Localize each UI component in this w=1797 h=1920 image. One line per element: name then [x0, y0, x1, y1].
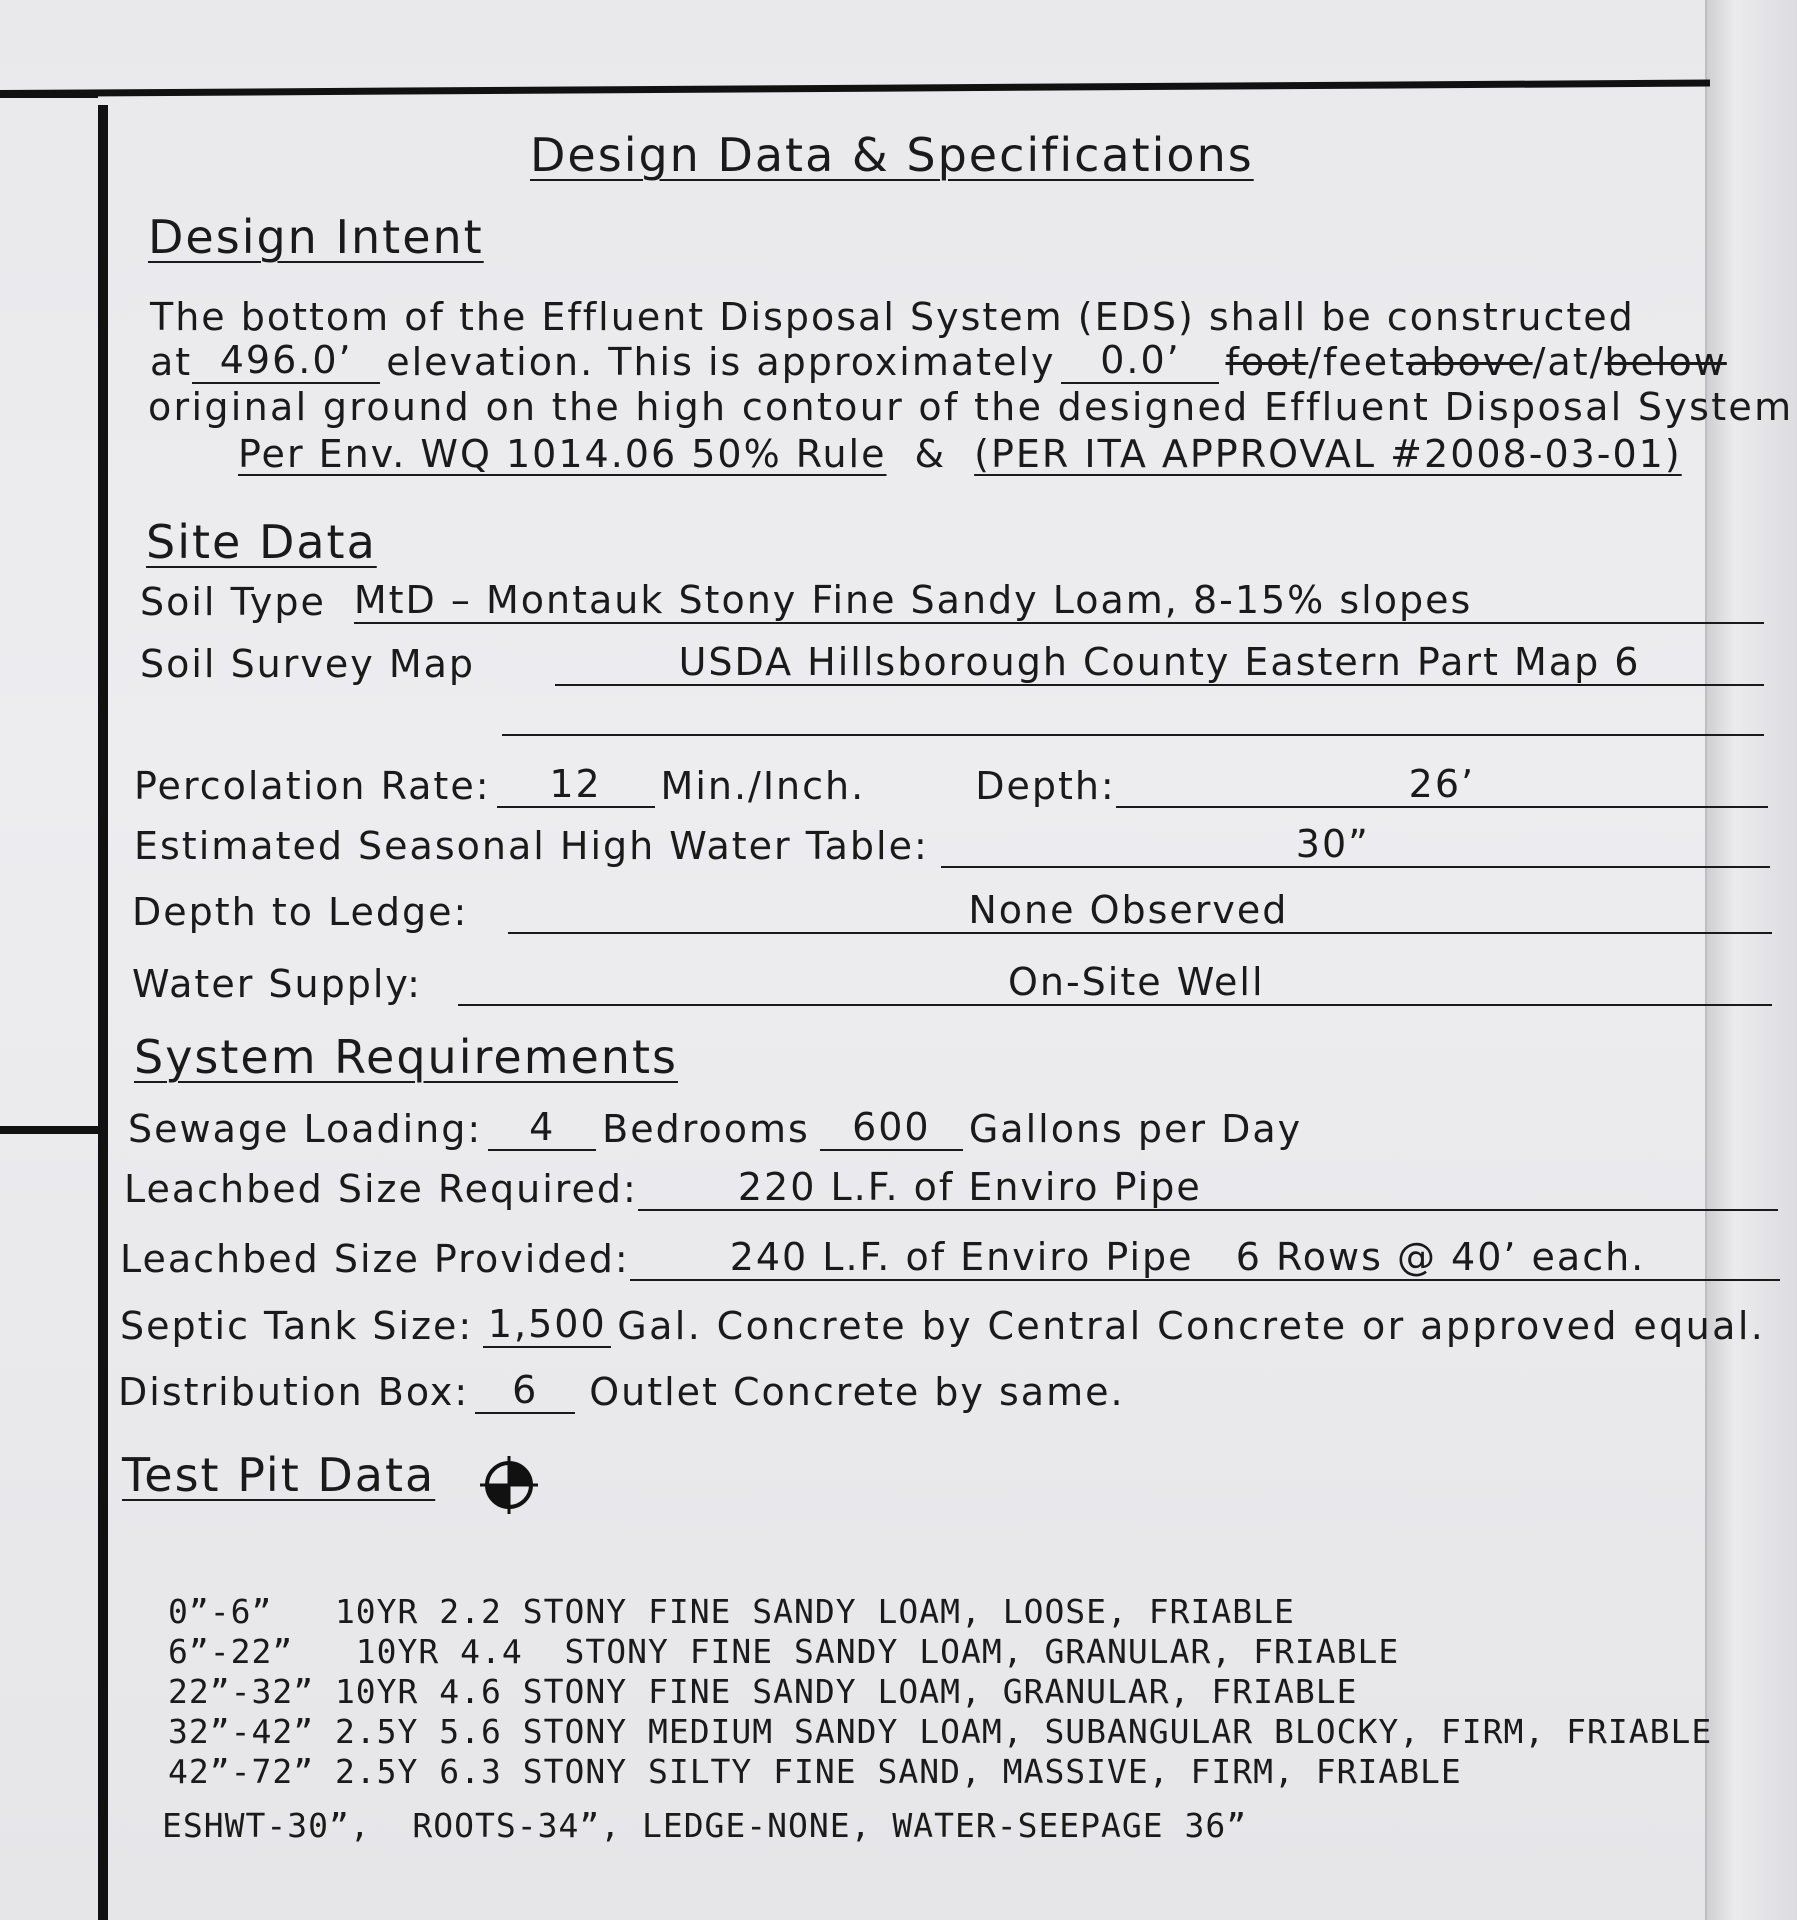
test-pit-summary: ESHWT-30”, ROOTS-34”, LEDGE-NONE, WATER-SEEPAGE 36” [162, 1806, 1248, 1845]
at-prefix: at [150, 340, 193, 384]
system-requirements-heading: System Requirements [134, 1030, 678, 1084]
soil-survey-value: USDA Hillsborough County Eastern Part Map 6 [555, 640, 1764, 686]
eshwt-row [134, 822, 1770, 868]
ledge-value: None Observed [508, 888, 1772, 934]
eshwt-value: 30” [941, 822, 1770, 868]
site-data-heading: Site Data [146, 515, 377, 569]
bedrooms-value: 4 [488, 1105, 596, 1151]
sewage-loading-row [128, 1105, 1302, 1151]
prov-label: Leachbed Size Provided: [120, 1237, 630, 1281]
test-pit-row: 32”-42” 2.5Y 5.6 STONY MEDIUM SANDY LOAM, SUBANGULAR BLOCKY, FIRM, FRIABLE [168, 1712, 1713, 1751]
soil-survey-blank-line [502, 690, 1764, 736]
water-supply-row [132, 960, 1772, 1006]
ampersand: & [914, 432, 947, 476]
prov-value: 240 L.F. of Enviro Pipe 6 Rows @ 40’ each. [630, 1235, 1780, 1281]
design-intent-line1: The bottom of the Effluent Disposal System (EDS) shall be constructed [150, 295, 1635, 339]
design-intent-line3: original ground on the high contour of the designed Effluent Disposal System [148, 385, 1794, 429]
perc-value: 12 [497, 762, 655, 808]
border-top-tick [0, 90, 98, 98]
elevation-suffix: elevation. This is approximately [386, 340, 1056, 384]
septic-tank-row [120, 1302, 1765, 1348]
test-pit-row: 42”-72” 2.5Y 6.3 STONY SILTY FINE SAND, MASSIVE, FIRM, FRIABLE [168, 1752, 1462, 1791]
tank-suffix: Gal. Concrete by Central Concrete or approved equal. [617, 1304, 1766, 1348]
soil-type-row [140, 578, 1764, 624]
perc-label: Percolation Rate: [134, 764, 491, 808]
dbox-value: 6 [475, 1368, 575, 1414]
depth-label: Depth: [975, 764, 1116, 808]
rule-text: Per Env. WQ 1014.06 50% Rule [238, 432, 887, 476]
test-pit-heading: Test Pit Data [122, 1448, 436, 1502]
test-pit-row: 6”-22” 10YR 4.4 STONY FINE SANDY LOAM, GRANULAR, FRIABLE [168, 1632, 1400, 1671]
soil-survey-label: Soil Survey Map [140, 642, 476, 686]
test-pit-row: 22”-32” 10YR 4.6 STONY FINE SANDY LOAM, GRANULAR, FRIABLE [168, 1672, 1358, 1711]
leachbed-required-row [124, 1165, 1778, 1211]
test-pit-row: 0”-6” 10YR 2.2 STONY FINE SANDY LOAM, LOOSE, FRIABLE [168, 1592, 1295, 1631]
percolation-row [134, 762, 1768, 808]
req-label: Leachbed Size Required: [124, 1167, 638, 1211]
unit-struck: foot [1225, 340, 1309, 384]
soil-survey-row [140, 640, 1764, 686]
soil-type-value: MtD – Montauk Stony Fine Sandy Loam, 8-15% slopes [354, 578, 1764, 624]
test-pit-symbol-icon [480, 1456, 538, 1514]
soil-survey-blank-row [502, 690, 1764, 736]
leachbed-provided-row [120, 1235, 1780, 1281]
design-intent-line2 [150, 338, 1727, 384]
above-struck: above [1406, 340, 1533, 384]
border-left-line [98, 105, 108, 1920]
approx-value: 0.0’ [1061, 338, 1219, 384]
soil-type-label: Soil Type [140, 580, 326, 624]
req-value: 220 L.F. of Enviro Pipe [638, 1165, 1778, 1211]
tank-label: Septic Tank Size: [120, 1304, 474, 1348]
depth-value: 26’ [1116, 762, 1768, 808]
approval-text: (PER ITA APPROVAL #2008-03-01) [974, 432, 1682, 476]
ledge-label: Depth to Ledge: [132, 890, 469, 934]
distribution-box-row [118, 1368, 1125, 1414]
water-value: On-Site Well [458, 960, 1772, 1006]
border-left-tick [0, 1126, 98, 1134]
perc-unit: Min./Inch. [660, 764, 866, 808]
elevation-value: 496.0’ [192, 338, 380, 384]
unit-slash: /feet [1308, 340, 1407, 384]
sewage-label: Sewage Loading: [128, 1107, 483, 1151]
gpd-label: Gallons per Day [968, 1107, 1303, 1151]
ledge-row [132, 888, 1772, 934]
page-title: Design Data & Specifications [530, 128, 1254, 182]
design-intent-line4 [238, 432, 1682, 476]
below-struck: below [1604, 340, 1727, 384]
bedrooms-label: Bedrooms [602, 1107, 810, 1151]
at-word: /at/ [1532, 340, 1605, 384]
dbox-label: Distribution Box: [118, 1370, 470, 1414]
tank-value: 1,500 [483, 1302, 611, 1348]
water-label: Water Supply: [132, 962, 422, 1006]
gpd-value: 600 [820, 1105, 963, 1151]
dbox-suffix: Outlet Concrete by same. [589, 1370, 1125, 1414]
eshwt-label: Estimated Seasonal High Water Table: [134, 824, 929, 868]
design-intent-heading: Design Intent [148, 210, 484, 264]
